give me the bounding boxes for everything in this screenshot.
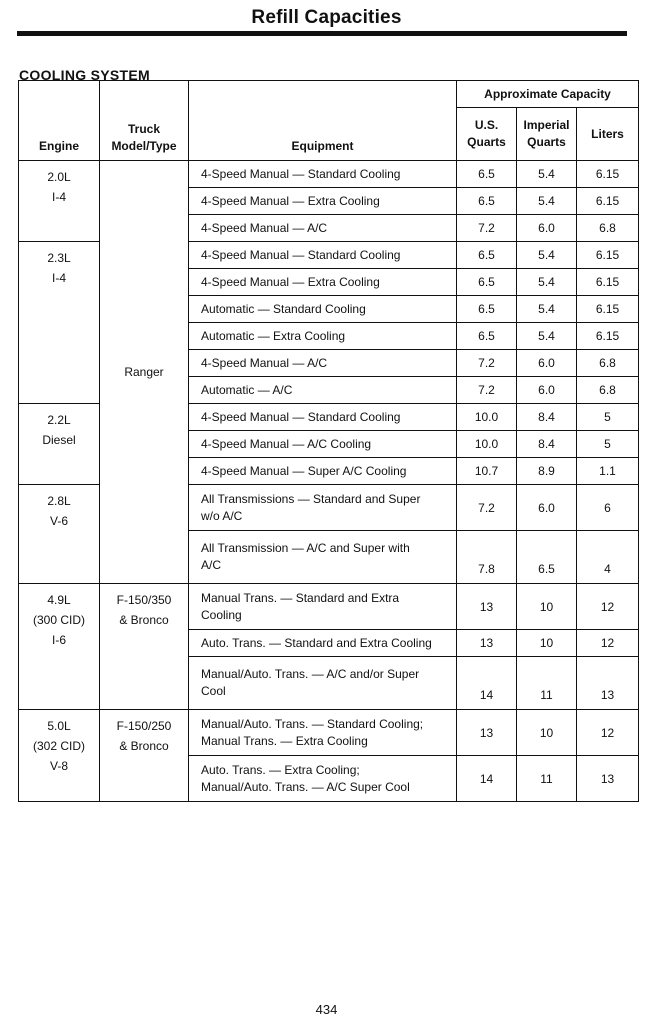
header-model: Truck Model/Type [100, 81, 189, 161]
imperial-quarts-cell: 10 [517, 584, 577, 630]
imperial-quarts-cell: 6.0 [517, 350, 577, 377]
imperial-quarts-cell: 5.4 [517, 161, 577, 188]
page-number: 434 [315, 1002, 338, 1017]
header-imperial-quarts: Imperial Quarts [517, 108, 577, 161]
liters-cell: 6.15 [577, 188, 639, 215]
equipment-cell: Automatic — Standard Cooling [189, 296, 457, 323]
us-quarts-cell: 6.5 [457, 323, 517, 350]
liters-cell: 6 [577, 485, 639, 531]
title-rule [17, 31, 627, 36]
liters-cell: 12 [577, 710, 639, 756]
equipment-cell: All Transmission — A/C and Super with A/C [189, 531, 457, 584]
equipment-cell: 4-Speed Manual — Super A/C Cooling [189, 458, 457, 485]
imperial-quarts-cell: 8.4 [517, 431, 577, 458]
model-cell: F-150/250 & Bronco [100, 710, 189, 802]
us-quarts-cell: 7.2 [457, 350, 517, 377]
imperial-quarts-cell: 11 [517, 756, 577, 802]
equipment-cell: Automatic — Extra Cooling [189, 323, 457, 350]
liters-cell: 5 [577, 431, 639, 458]
imperial-quarts-cell: 6.5 [517, 531, 577, 584]
liters-cell: 6.15 [577, 242, 639, 269]
imperial-quarts-cell: 6.0 [517, 215, 577, 242]
liters-cell: 12 [577, 630, 639, 657]
engine-cell: 2.2L Diesel [19, 404, 100, 485]
us-quarts-cell: 13 [457, 630, 517, 657]
liters-cell: 6.8 [577, 350, 639, 377]
us-quarts-cell: 10.0 [457, 431, 517, 458]
equipment-cell: Automatic — A/C [189, 377, 457, 404]
engine-cell: 4.9L (300 CID) I-6 [19, 584, 100, 710]
engine-cell: 2.8L V-6 [19, 485, 100, 584]
imperial-quarts-cell: 8.9 [517, 458, 577, 485]
imperial-quarts-cell: 6.0 [517, 485, 577, 531]
header-equipment: Equipment [189, 81, 457, 161]
us-quarts-cell: 14 [457, 756, 517, 802]
equipment-cell: 4-Speed Manual — A/C [189, 350, 457, 377]
engine-cell: 2.3L I-4 [19, 242, 100, 404]
imperial-quarts-cell: 5.4 [517, 242, 577, 269]
us-quarts-cell: 6.5 [457, 161, 517, 188]
imperial-quarts-cell: 6.0 [517, 377, 577, 404]
equipment-cell: Manual/Auto. Trans. — A/C and/or Super Cool [189, 657, 457, 710]
header-approx-capacity: Approximate Capacity [457, 81, 639, 108]
liters-cell: 12 [577, 584, 639, 630]
us-quarts-cell: 7.2 [457, 485, 517, 531]
cooling-capacity-table [18, 80, 639, 802]
liters-cell: 6.8 [577, 377, 639, 404]
imperial-quarts-cell: 5.4 [517, 269, 577, 296]
equipment-cell: 4-Speed Manual — A/C Cooling [189, 431, 457, 458]
liters-cell: 5 [577, 404, 639, 431]
us-quarts-cell: 7.2 [457, 215, 517, 242]
us-quarts-cell: 10.0 [457, 404, 517, 431]
liters-cell: 4 [577, 531, 639, 584]
imperial-quarts-cell: 10 [517, 710, 577, 756]
model-cell: Ranger [100, 161, 189, 584]
imperial-quarts-cell: 5.4 [517, 188, 577, 215]
us-quarts-cell: 10.7 [457, 458, 517, 485]
equipment-cell: 4-Speed Manual — Standard Cooling [189, 404, 457, 431]
equipment-cell: Auto. Trans. — Standard and Extra Cooling [189, 630, 457, 657]
engine-cell: 2.0L I-4 [19, 161, 100, 242]
header-engine: Engine [19, 81, 100, 161]
equipment-cell: 4-Speed Manual — Extra Cooling [189, 188, 457, 215]
header-us-quarts: U.S. Quarts [457, 108, 517, 161]
table-row [19, 710, 639, 756]
equipment-cell: 4-Speed Manual — A/C [189, 215, 457, 242]
equipment-cell: Manual/Auto. Trans. — Standard Cooling; Manual Trans. — Extra Cooling [189, 710, 457, 756]
equipment-cell: 4-Speed Manual — Extra Cooling [189, 269, 457, 296]
us-quarts-cell: 7.8 [457, 531, 517, 584]
equipment-cell: Manual Trans. — Standard and Extra Cooling [189, 584, 457, 630]
us-quarts-cell: 13 [457, 710, 517, 756]
liters-cell: 6.8 [577, 215, 639, 242]
imperial-quarts-cell: 5.4 [517, 296, 577, 323]
table-row [19, 584, 639, 630]
table-row [19, 161, 639, 188]
imperial-quarts-cell: 8.4 [517, 404, 577, 431]
us-quarts-cell: 6.5 [457, 242, 517, 269]
liters-cell: 1.1 [577, 458, 639, 485]
liters-cell: 6.15 [577, 161, 639, 188]
imperial-quarts-cell: 11 [517, 657, 577, 710]
us-quarts-cell: 14 [457, 657, 517, 710]
us-quarts-cell: 7.2 [457, 377, 517, 404]
section-heading: COOLING SYSTEM [19, 67, 150, 83]
us-quarts-cell: 6.5 [457, 269, 517, 296]
imperial-quarts-cell: 10 [517, 630, 577, 657]
equipment-cell: 4-Speed Manual — Standard Cooling [189, 242, 457, 269]
header-liters: Liters [577, 108, 639, 161]
us-quarts-cell: 13 [457, 584, 517, 630]
liters-cell: 6.15 [577, 296, 639, 323]
liters-cell: 13 [577, 657, 639, 710]
liters-cell: 13 [577, 756, 639, 802]
us-quarts-cell: 6.5 [457, 296, 517, 323]
model-cell: F-150/350 & Bronco [100, 584, 189, 710]
liters-cell: 6.15 [577, 269, 639, 296]
liters-cell: 6.15 [577, 323, 639, 350]
imperial-quarts-cell: 5.4 [517, 323, 577, 350]
page-title: Refill Capacities [251, 7, 402, 28]
us-quarts-cell: 6.5 [457, 188, 517, 215]
equipment-cell: All Transmissions — Standard and Super w/o A/C [189, 485, 457, 531]
engine-cell: 5.0L (302 CID) V-8 [19, 710, 100, 802]
equipment-cell: 4-Speed Manual — Standard Cooling [189, 161, 457, 188]
equipment-cell: Auto. Trans. — Extra Cooling; Manual/Auto. Trans. — A/C Super Cool [189, 756, 457, 802]
